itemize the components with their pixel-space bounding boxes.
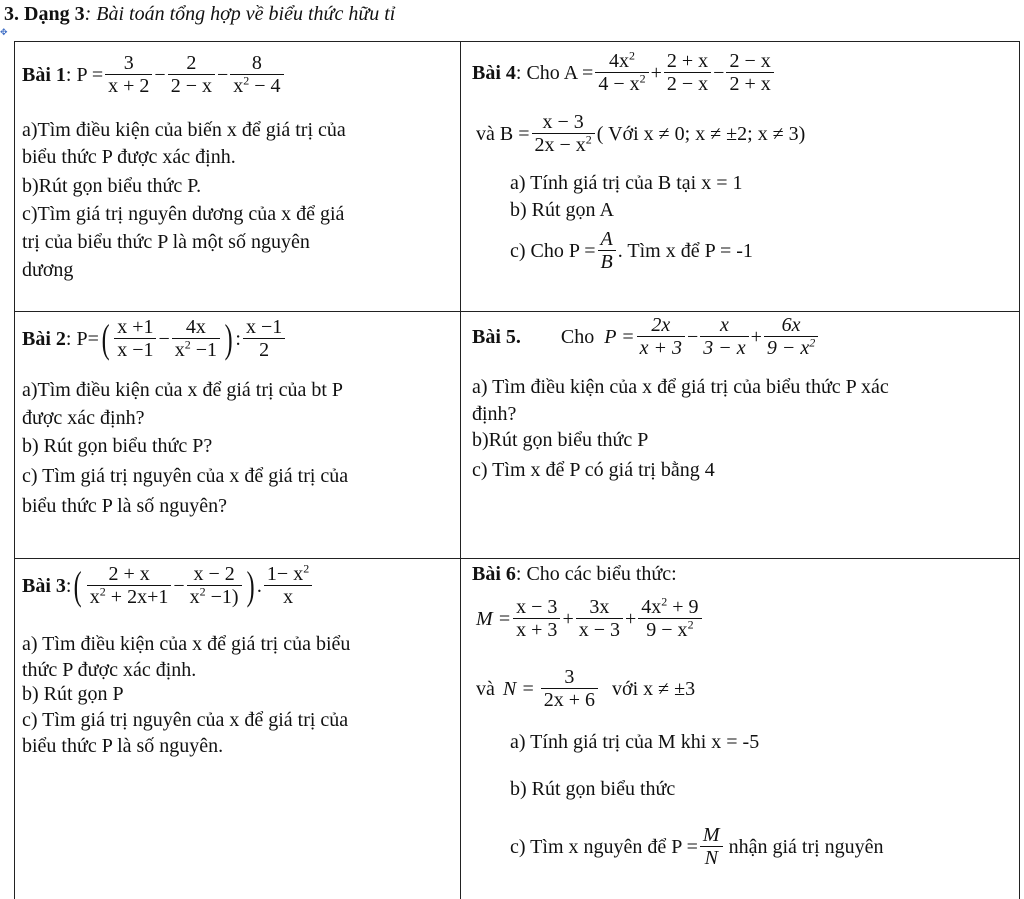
fraction — [541, 666, 598, 711]
numerator: M — [700, 824, 723, 847]
bai-5-part-b: b)Rút gọn biểu thức P — [472, 429, 649, 451]
fraction — [243, 316, 285, 361]
exponent: 2 — [585, 132, 592, 147]
fraction — [638, 596, 701, 641]
fraction — [230, 52, 283, 97]
bai-3-part-b: b) Rút gọn P — [22, 683, 124, 705]
numerator: x − 3 — [532, 111, 595, 134]
numerator — [264, 563, 312, 586]
operator: − — [158, 327, 170, 350]
numerator: 2x — [637, 314, 685, 337]
bai-6-part-c — [510, 824, 884, 869]
numerator: 3x — [576, 596, 623, 619]
bai-2-part-b: b) Rút gọn biểu thức P? — [22, 435, 213, 457]
denominator: x + 3 — [639, 337, 682, 359]
bai-1-part-b: b)Rút gọn biểu thức P. — [22, 175, 202, 197]
fraction — [576, 596, 623, 641]
bai-3-part-a-line-1: a) Tìm điều kiện của x để giá trị của biểu — [22, 633, 351, 655]
numerator: 8 — [230, 52, 283, 75]
fraction — [664, 50, 711, 95]
bai-1-part-a-line-1: a)Tìm điều kiện của biến x để giá trị của — [22, 119, 346, 141]
numerator: 2 + x — [87, 563, 172, 586]
denominator — [532, 134, 595, 156]
numerator: 6x — [764, 314, 818, 337]
den-base: x — [189, 586, 200, 608]
fraction — [264, 563, 312, 608]
bai-3-part-c-line-1: c) Tìm giá trị nguyên của x để giá trị của — [22, 709, 349, 731]
bai-3-part-c-line-2: biểu thức P là số nguyên. — [22, 735, 224, 757]
fraction — [726, 50, 773, 95]
exponent: 2 — [809, 335, 816, 350]
operator: + — [562, 607, 574, 630]
bai-4-expression-b — [476, 111, 805, 156]
denominator: 2 − x — [170, 75, 212, 97]
numerator: 4x — [172, 316, 220, 339]
denominator: 2 − x — [666, 73, 709, 95]
bai-4-part-c — [510, 228, 753, 273]
numerator — [595, 50, 648, 73]
right-paren: ) — [224, 315, 233, 361]
den-head: 2x − x — [534, 134, 586, 156]
bai-6-n-pre: và — [476, 677, 495, 700]
fraction — [168, 52, 215, 97]
exponent: 2 — [199, 584, 206, 599]
num-head: 4x — [641, 596, 662, 618]
bai-2-expression — [22, 316, 287, 361]
operator: + — [625, 607, 637, 630]
bai-4-lhs: : Cho A = — [515, 61, 594, 84]
num-head: 1− x — [266, 563, 304, 585]
numerator: x +1 — [114, 316, 156, 339]
bai-1-part-c-line-3: dương — [22, 259, 74, 281]
numerator — [638, 596, 701, 619]
bai-1-expression — [22, 52, 286, 97]
bai-6-part-b: b) Rút gọn biểu thức — [510, 778, 676, 800]
exponent: 2 — [184, 337, 191, 352]
exponent: 2 — [687, 617, 694, 632]
denominator: B — [600, 251, 613, 273]
operator: − — [154, 63, 166, 86]
bai-2-part-c-line-1: c) Tìm giá trị nguyên của x để giá trị của — [22, 465, 349, 487]
right-paren: ) — [246, 562, 255, 608]
fraction — [637, 314, 685, 359]
bai-2-part-c-line-2: biểu thức P là số nguyên? — [22, 495, 228, 517]
bai-2-part-a-line-2: được xác định? — [22, 407, 145, 429]
bai-5-lhs: P = — [604, 325, 635, 348]
table-move-handle-icon[interactable]: ✥ — [0, 27, 8, 37]
den-tail: − 4 — [249, 75, 281, 97]
denominator — [638, 619, 701, 641]
bai-6-intro — [472, 562, 677, 586]
exponent: 2 — [628, 48, 635, 63]
fraction — [700, 314, 748, 359]
denominator — [172, 339, 220, 361]
num-head: 4x — [608, 50, 629, 72]
bai-6-label: Bài 6 — [472, 563, 516, 585]
bai-2-lhs: : P= — [65, 327, 99, 350]
operator: + — [650, 61, 662, 84]
fraction — [764, 314, 818, 359]
fraction — [105, 52, 152, 97]
numerator: 2 + x — [664, 50, 711, 73]
denominator: x − 3 — [578, 619, 620, 641]
bai-1-part-c-line-2: trị của biểu thức P là một số nguyên — [22, 231, 310, 253]
bai-5-expression — [472, 314, 820, 359]
denominator: N — [704, 847, 718, 869]
bai-3-part-a-line-2: thức P được xác định. — [22, 659, 197, 681]
bai-4-b-lhs: và B = — [476, 122, 530, 145]
bai-4-c-tail: . Tìm x để P = -1 — [617, 239, 753, 262]
den-tail: + 2x+1 — [105, 586, 169, 608]
bai-4-part-b: b) Rút gọn A — [510, 199, 614, 221]
denominator — [764, 337, 818, 359]
exponent: 2 — [99, 584, 106, 599]
exponent: 2 — [639, 71, 646, 86]
fraction — [598, 228, 616, 273]
numerator: x − 3 — [513, 596, 560, 619]
bai-5-part-a-line-1: a) Tìm điều kiện của x để giá trị của biểu thức P xác — [472, 376, 889, 398]
numerator: x — [700, 314, 748, 337]
den-base: x — [233, 75, 244, 97]
operator: − — [686, 325, 699, 348]
denominator: x + 2 — [108, 75, 150, 97]
fraction — [87, 563, 172, 608]
bai-3-expression — [22, 563, 314, 608]
row-divider — [14, 558, 1020, 559]
operator: − — [713, 61, 725, 84]
numerator: 3 — [541, 666, 598, 689]
bai-4-expression-a — [472, 50, 776, 95]
den-head: 9 − x — [646, 619, 688, 641]
bai-6-n-condition: với x ≠ ±3 — [612, 677, 696, 700]
column-divider — [460, 41, 461, 899]
bai-6-part-a: a) Tính giá trị của M khi x = -5 — [510, 731, 760, 753]
numerator: 2 — [168, 52, 215, 75]
fraction — [114, 316, 156, 361]
section-label: 3. Dạng 3 — [4, 3, 85, 25]
fraction — [513, 596, 560, 641]
num-tail: + 9 — [667, 596, 699, 618]
bai-6-m-lhs: M = — [476, 607, 512, 630]
bai-6-c-head: c) Tìm x nguyên để P = — [510, 835, 698, 858]
denominator — [87, 586, 172, 608]
bai-5-cho: Cho — [560, 325, 595, 348]
denominator: 2 + x — [729, 73, 771, 95]
bai-3-lhs: : — [65, 574, 72, 597]
bai-2-label: Bài 2 — [22, 327, 66, 350]
numerator: A — [598, 228, 616, 251]
left-paren: ( — [101, 315, 110, 361]
exponent: 2 — [243, 73, 250, 88]
operator: : — [235, 327, 241, 350]
bai-1-part-a-line-2: biểu thức P được xác định. — [22, 146, 236, 168]
bai-4-c-head: c) Cho P = — [510, 239, 596, 262]
bai-3-label: Bài 3 — [22, 574, 66, 597]
operator: + — [750, 325, 762, 348]
bai-6-intro-text: : Cho các biểu thức: — [515, 563, 677, 585]
section-heading — [4, 2, 395, 26]
exponent: 2 — [303, 561, 310, 576]
den-head: 9 − x — [766, 337, 810, 359]
den-base: x — [89, 586, 100, 608]
bai-5-label: Bài 5. — [472, 325, 521, 348]
denominator: x — [283, 586, 294, 608]
numerator: x − 2 — [187, 563, 242, 586]
denominator — [595, 73, 648, 95]
fraction — [700, 824, 723, 869]
den-tail: −1 — [190, 339, 218, 361]
bai-4-part-a: a) Tính giá trị của B tại x = 1 — [510, 172, 743, 194]
fraction — [187, 563, 242, 608]
operator: − — [173, 574, 185, 597]
bai-4-condition: ( Với x ≠ 0; x ≠ ±2; x ≠ 3) — [596, 122, 806, 145]
denominator — [230, 75, 283, 97]
bai-1-label: Bài 1 — [22, 63, 66, 86]
exponent: 2 — [661, 594, 668, 609]
den-tail: −1) — [205, 586, 239, 608]
bai-6-n-lhs: N = — [502, 677, 535, 700]
bai-4-label: Bài 4 — [472, 61, 516, 84]
bai-2-part-a-line-1: a)Tìm điều kiện của x để giá trị của bt P — [22, 379, 344, 401]
operator: . — [256, 574, 262, 597]
left-paren: ( — [74, 562, 83, 608]
bai-5-part-a-line-2: định? — [472, 403, 517, 425]
section-subtitle: : Bài toán tổng hợp về biểu thức hữu tỉ — [84, 3, 396, 25]
bai-6-c-tail: nhận giá trị nguyên — [728, 835, 884, 858]
denominator: 2 — [259, 339, 270, 361]
numerator: 2 − x — [726, 50, 773, 73]
fraction — [595, 50, 648, 95]
den-base: x — [174, 339, 185, 361]
bai-6-expression-m — [476, 596, 704, 641]
denominator: 2x + 6 — [543, 689, 596, 711]
fraction — [532, 111, 595, 156]
denominator — [187, 586, 242, 608]
numerator: x −1 — [243, 316, 285, 339]
bai-1-lhs: : P = — [65, 63, 104, 86]
operator: − — [216, 63, 229, 86]
denominator: 3 − x — [703, 337, 746, 359]
denominator: x + 3 — [516, 619, 558, 641]
bai-5-part-c: c) Tìm x để P có giá trị bằng 4 — [472, 459, 715, 481]
bai-1-part-c-line-1: c)Tìm giá trị nguyên dương của x để giá — [22, 203, 345, 225]
fraction — [172, 316, 220, 361]
numerator: 3 — [105, 52, 152, 75]
den-head: 4 − x — [598, 73, 640, 95]
bai-6-expression-n — [476, 666, 695, 711]
row-divider — [14, 311, 1020, 312]
denominator: x −1 — [117, 339, 154, 361]
